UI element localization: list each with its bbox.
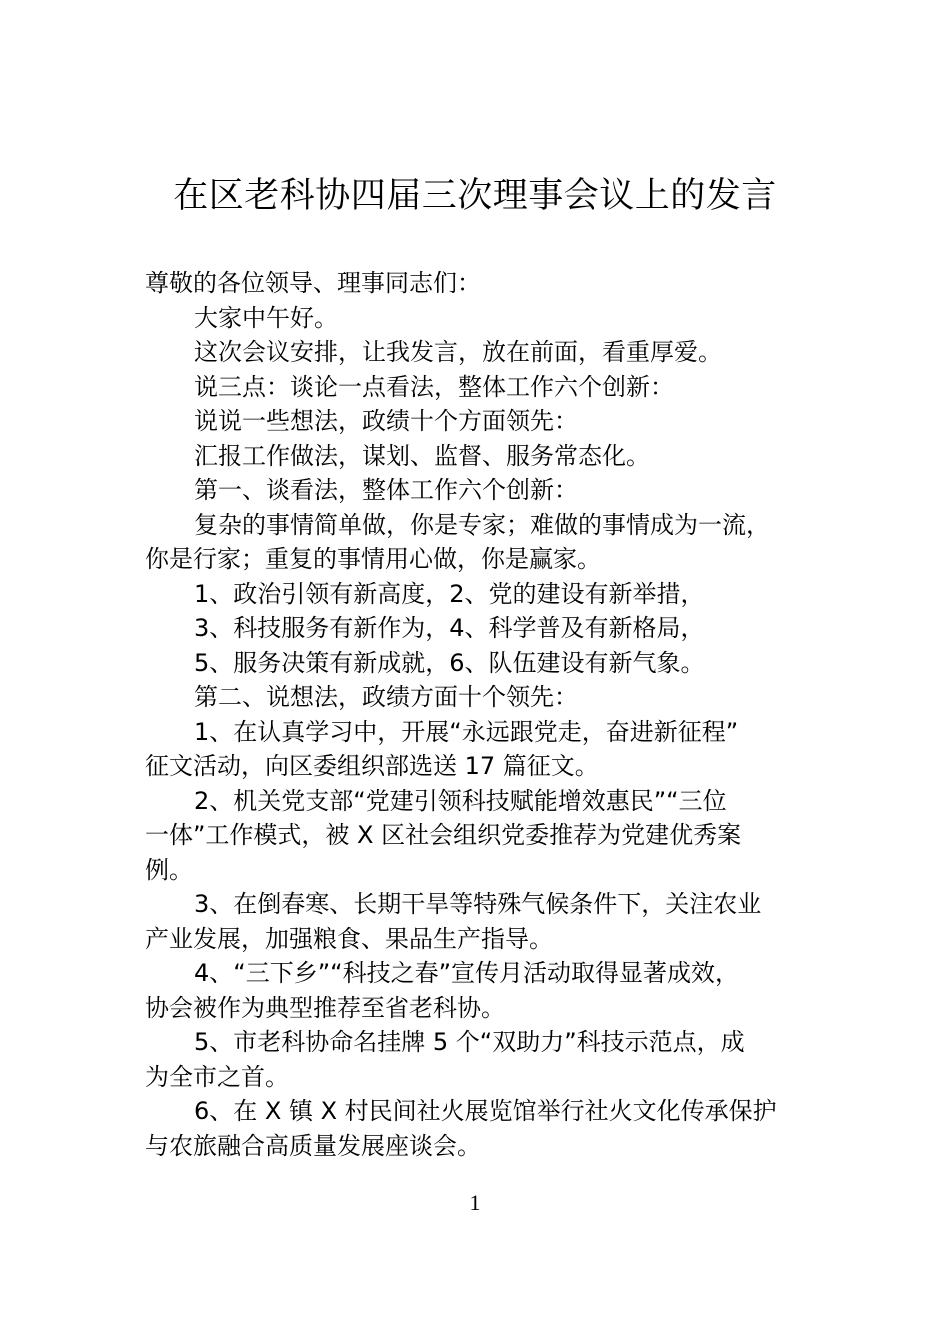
- paragraph-line: 为全市之首。: [145, 1062, 289, 1091]
- paragraph-line: 征文活动，向区委组织部选送 17 篇征文。: [145, 752, 599, 780]
- paragraph-line: 大家中午好。: [194, 303, 338, 332]
- paragraph-line: 1、在认真学习中，开展“永远跟党走，奋进新征程”: [194, 717, 739, 746]
- paragraph-line: 复杂的事情简单做，你是专家；难做的事情成为一流，: [194, 510, 770, 539]
- paragraph-line: 3、在倒春寒、长期干旱等特殊气候条件下，关注农业: [194, 890, 762, 918]
- paragraph-line: 3、科技服务有新作为，4、科学普及有新格局，: [194, 614, 705, 642]
- paragraph-line: 1、政治引领有新高度，2、党的建设有新举措，: [194, 579, 705, 608]
- paragraph-line: 说说一些想法，政绩十个方面领先：: [194, 407, 578, 435]
- document-title: 在区老科协四届三次理事会议上的发言: [173, 176, 777, 216]
- page-number: 1: [469, 1190, 481, 1215]
- paragraph-line: 5、服务决策有新成就，6、队伍建设有新气象。: [194, 648, 705, 677]
- paragraph-line: 2、机关党支部“党建引领科技赋能增效惠民”“三位: [194, 786, 727, 815]
- paragraph-line: 说三点：谈论一点看法，整体工作六个创新：: [194, 372, 674, 401]
- paragraph-line: 例。: [145, 855, 193, 884]
- paragraph-line: 产业发展，加强粮食、果品生产指导。: [145, 924, 553, 953]
- paragraph-line: 汇报工作做法，谋划、监督、服务常态化。: [194, 441, 650, 470]
- paragraph-line: 5、市老科协命名挂牌 5 个“双助力”科技示范点，成: [194, 1028, 745, 1056]
- paragraph-line: 第一、谈看法，整体工作六个创新：: [194, 476, 578, 504]
- paragraph-line: 一体”工作模式，被 X 区社会组织党委推荐为党建优秀案: [145, 821, 742, 849]
- paragraph-line: 你是行家；重复的事情用心做，你是赢家。: [145, 545, 601, 573]
- paragraph-line: 4、“三下乡”“科技之春”宣传月活动取得显著成效，: [194, 959, 740, 987]
- paragraph-line: 这次会议安排，让我发言，放在前面，看重厚爱。: [194, 338, 722, 366]
- paragraph-line: 与农旅融合高质量发展座谈会。: [145, 1131, 481, 1160]
- paragraph-line: 6、在 X 镇 X 村民间社火展览馆举行社火文化传承保护: [194, 1097, 777, 1125]
- paragraph-line: 协会被作为典型推荐至省老科协。: [145, 993, 505, 1022]
- document-body: [145, 266, 835, 1163]
- paragraph-line: 第二、说想法，政绩方面十个领先：: [194, 683, 578, 711]
- paragraph-line: 尊敬的各位领导、理事同志们：: [145, 269, 481, 297]
